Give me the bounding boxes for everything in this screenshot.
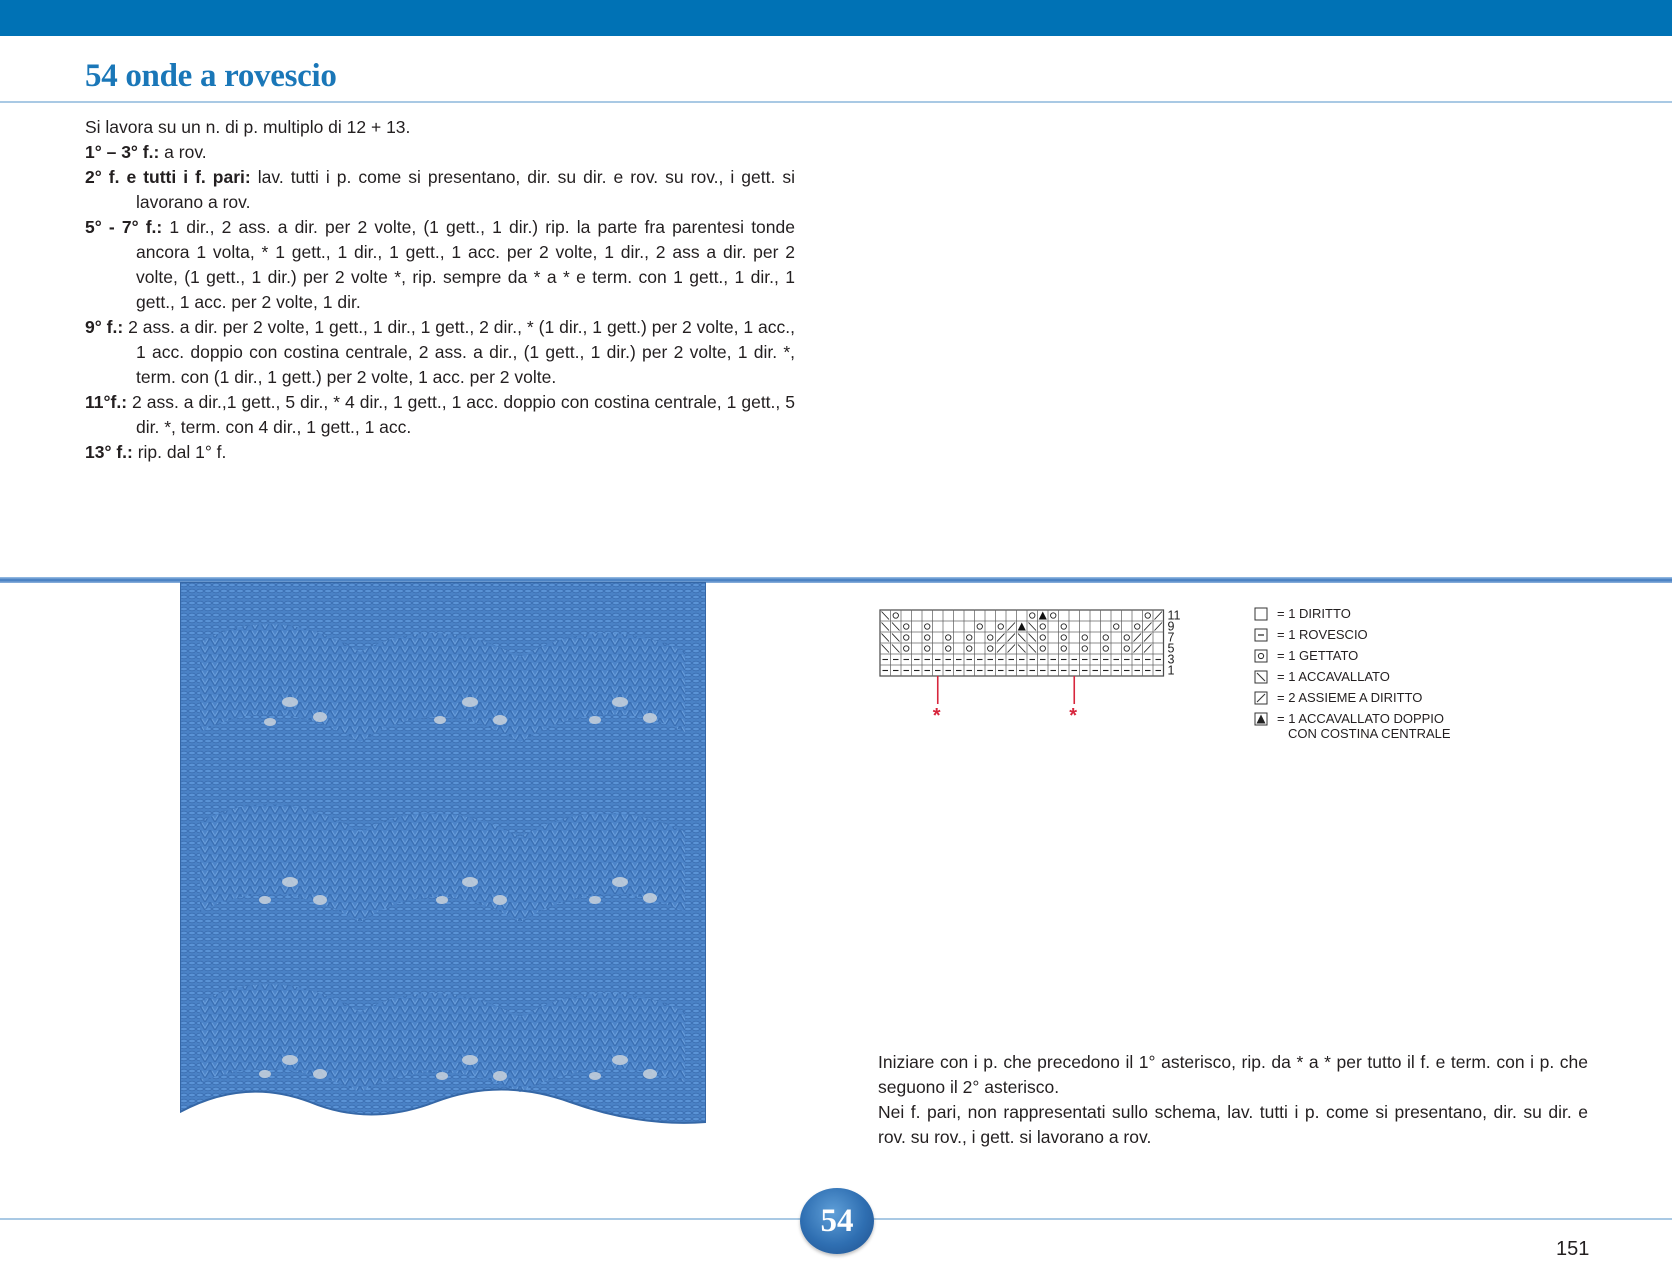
page-number: 151 [1556, 1238, 1590, 1260]
instructions-block [85, 115, 795, 465]
chart-legend [1254, 606, 1554, 745]
instruction-text: 2 ass. a dir.,1 gett., 5 dir., * 4 dir., 1 gett., 1 acc. doppio con costina centrale, 1 gett., 5 dir. *, term. con 4 dir., 1 gett., 1 acc. [127, 392, 795, 437]
yarn-over-icon [1254, 649, 1268, 663]
instruction-label: 9° f.: [85, 317, 124, 337]
legend-item-knit [1254, 606, 1554, 627]
row-number: 1 [1167, 663, 1175, 678]
legend-label: = 1 ACCAVALLATO [1277, 669, 1390, 684]
instruction-intro [85, 115, 795, 140]
k2tog-icon [1254, 691, 1268, 705]
instruction-text: rip. dal 1° f. [132, 442, 227, 462]
row-number: 3 [1167, 652, 1175, 667]
instruction-row-11 [85, 390, 795, 440]
legend-item-k2tog [1254, 690, 1554, 711]
legend-label: = 2 ASSIEME A DIRITTO [1277, 690, 1423, 705]
instruction-label: 13° f.: [85, 442, 133, 462]
instruction-text: 1 dir., 2 ass. a dir. per 2 volte, (1 gett., 1 dir.) rip. la parte fra parentesi tonde ancora 1 volta, * 1 gett., 1 dir., 1 gett., 1 acc. per 2 volte, 1 dir., 2 ass a dir. per 2 volte, (1 gett., 1 dir.) per 2 volte *, rip. sempre da * a * e term. con 1 gett., 1 dir., 1 gett., 1 acc. per 2 volte, 1 dir. [136, 217, 795, 312]
legend-label-continued: CON COSTINA CENTRALE [1288, 726, 1451, 741]
instruction-row-5-7 [85, 215, 795, 315]
legend-label: = 1 ROVESCIO [1277, 627, 1368, 642]
note-paragraph: Iniziare con i p. che precedono il 1° asterisco, rip. da * a * per tutto il f. e term. con i p. che seguono il 2° asterisco. [878, 1052, 1588, 1097]
legend-label: = 1 GETTATO [1277, 648, 1359, 663]
instruction-row-1-3 [85, 140, 795, 165]
instruction-label: 2° f. e tutti i f. pari: [85, 167, 251, 187]
page-title: 54 onde a rovescio [85, 58, 337, 94]
instruction-even-rows [85, 165, 795, 215]
row-number: 5 [1167, 641, 1175, 656]
knitted-swatch-photo [180, 582, 706, 1152]
row-number: 7 [1167, 630, 1175, 645]
legend-item-double-decrease [1254, 711, 1554, 745]
knit-icon [1254, 607, 1268, 621]
instruction-text: 2 ass. a dir. per 2 volte, 1 gett., 1 dir., 1 gett., 2 dir., * (1 dir., 1 gett.) per 2 volte, 1 acc., 1 acc. doppio con costina centrale, 2 ass. a dir., (1 gett., 1 dir.) per 2 volte, 1 dir. *, term. con (1 dir., 1 gett.) per 2 volte, 1 acc. per 2 volte. [123, 317, 795, 387]
top-color-bar [0, 0, 1672, 36]
legend-item-yarn-over [1254, 648, 1554, 669]
instruction-text: Si lavora su un n. di p. multiplo di 12 + 13. [85, 117, 411, 137]
legend-label: = 1 DIRITTO [1277, 606, 1351, 621]
double-decrease-icon [1254, 712, 1268, 726]
purl-icon [1254, 628, 1268, 642]
asterisk-marker: * [932, 705, 941, 716]
legend-label: = 1 ACCAVALLATO DOPPIO [1277, 711, 1445, 726]
stitch-chart [876, 606, 1206, 716]
row-number: 11 [1167, 608, 1181, 623]
legend-item-purl [1254, 627, 1554, 648]
legend-item-skp [1254, 669, 1554, 690]
instruction-label: 1° – 3° f.: [85, 142, 160, 162]
row-number: 9 [1167, 619, 1175, 634]
skp-icon [1254, 670, 1268, 684]
instruction-row-13 [85, 440, 795, 465]
asterisk-marker: * [1069, 705, 1078, 716]
note-paragraph: Nei f. pari, non rappresentati sullo schema, lav. tutti i p. come si presentano, dir. su dir. e rov. su rov., i gett. si lavorano a rov. [878, 1102, 1588, 1147]
instruction-label: 11°f.: [85, 392, 128, 412]
legend-label-group [1277, 711, 1451, 741]
pattern-number-badge: 54 [800, 1188, 874, 1254]
instruction-text: lav. tutti i p. come si presentano, dir. su dir. e rov. su rov., i gett. si lavorano a rov. [136, 167, 795, 212]
title-divider [0, 101, 1672, 103]
chart-note [878, 1050, 1588, 1150]
instruction-text: a rov. [159, 142, 207, 162]
instruction-row-9 [85, 315, 795, 390]
instruction-label: 5° - 7° f.: [85, 217, 163, 237]
